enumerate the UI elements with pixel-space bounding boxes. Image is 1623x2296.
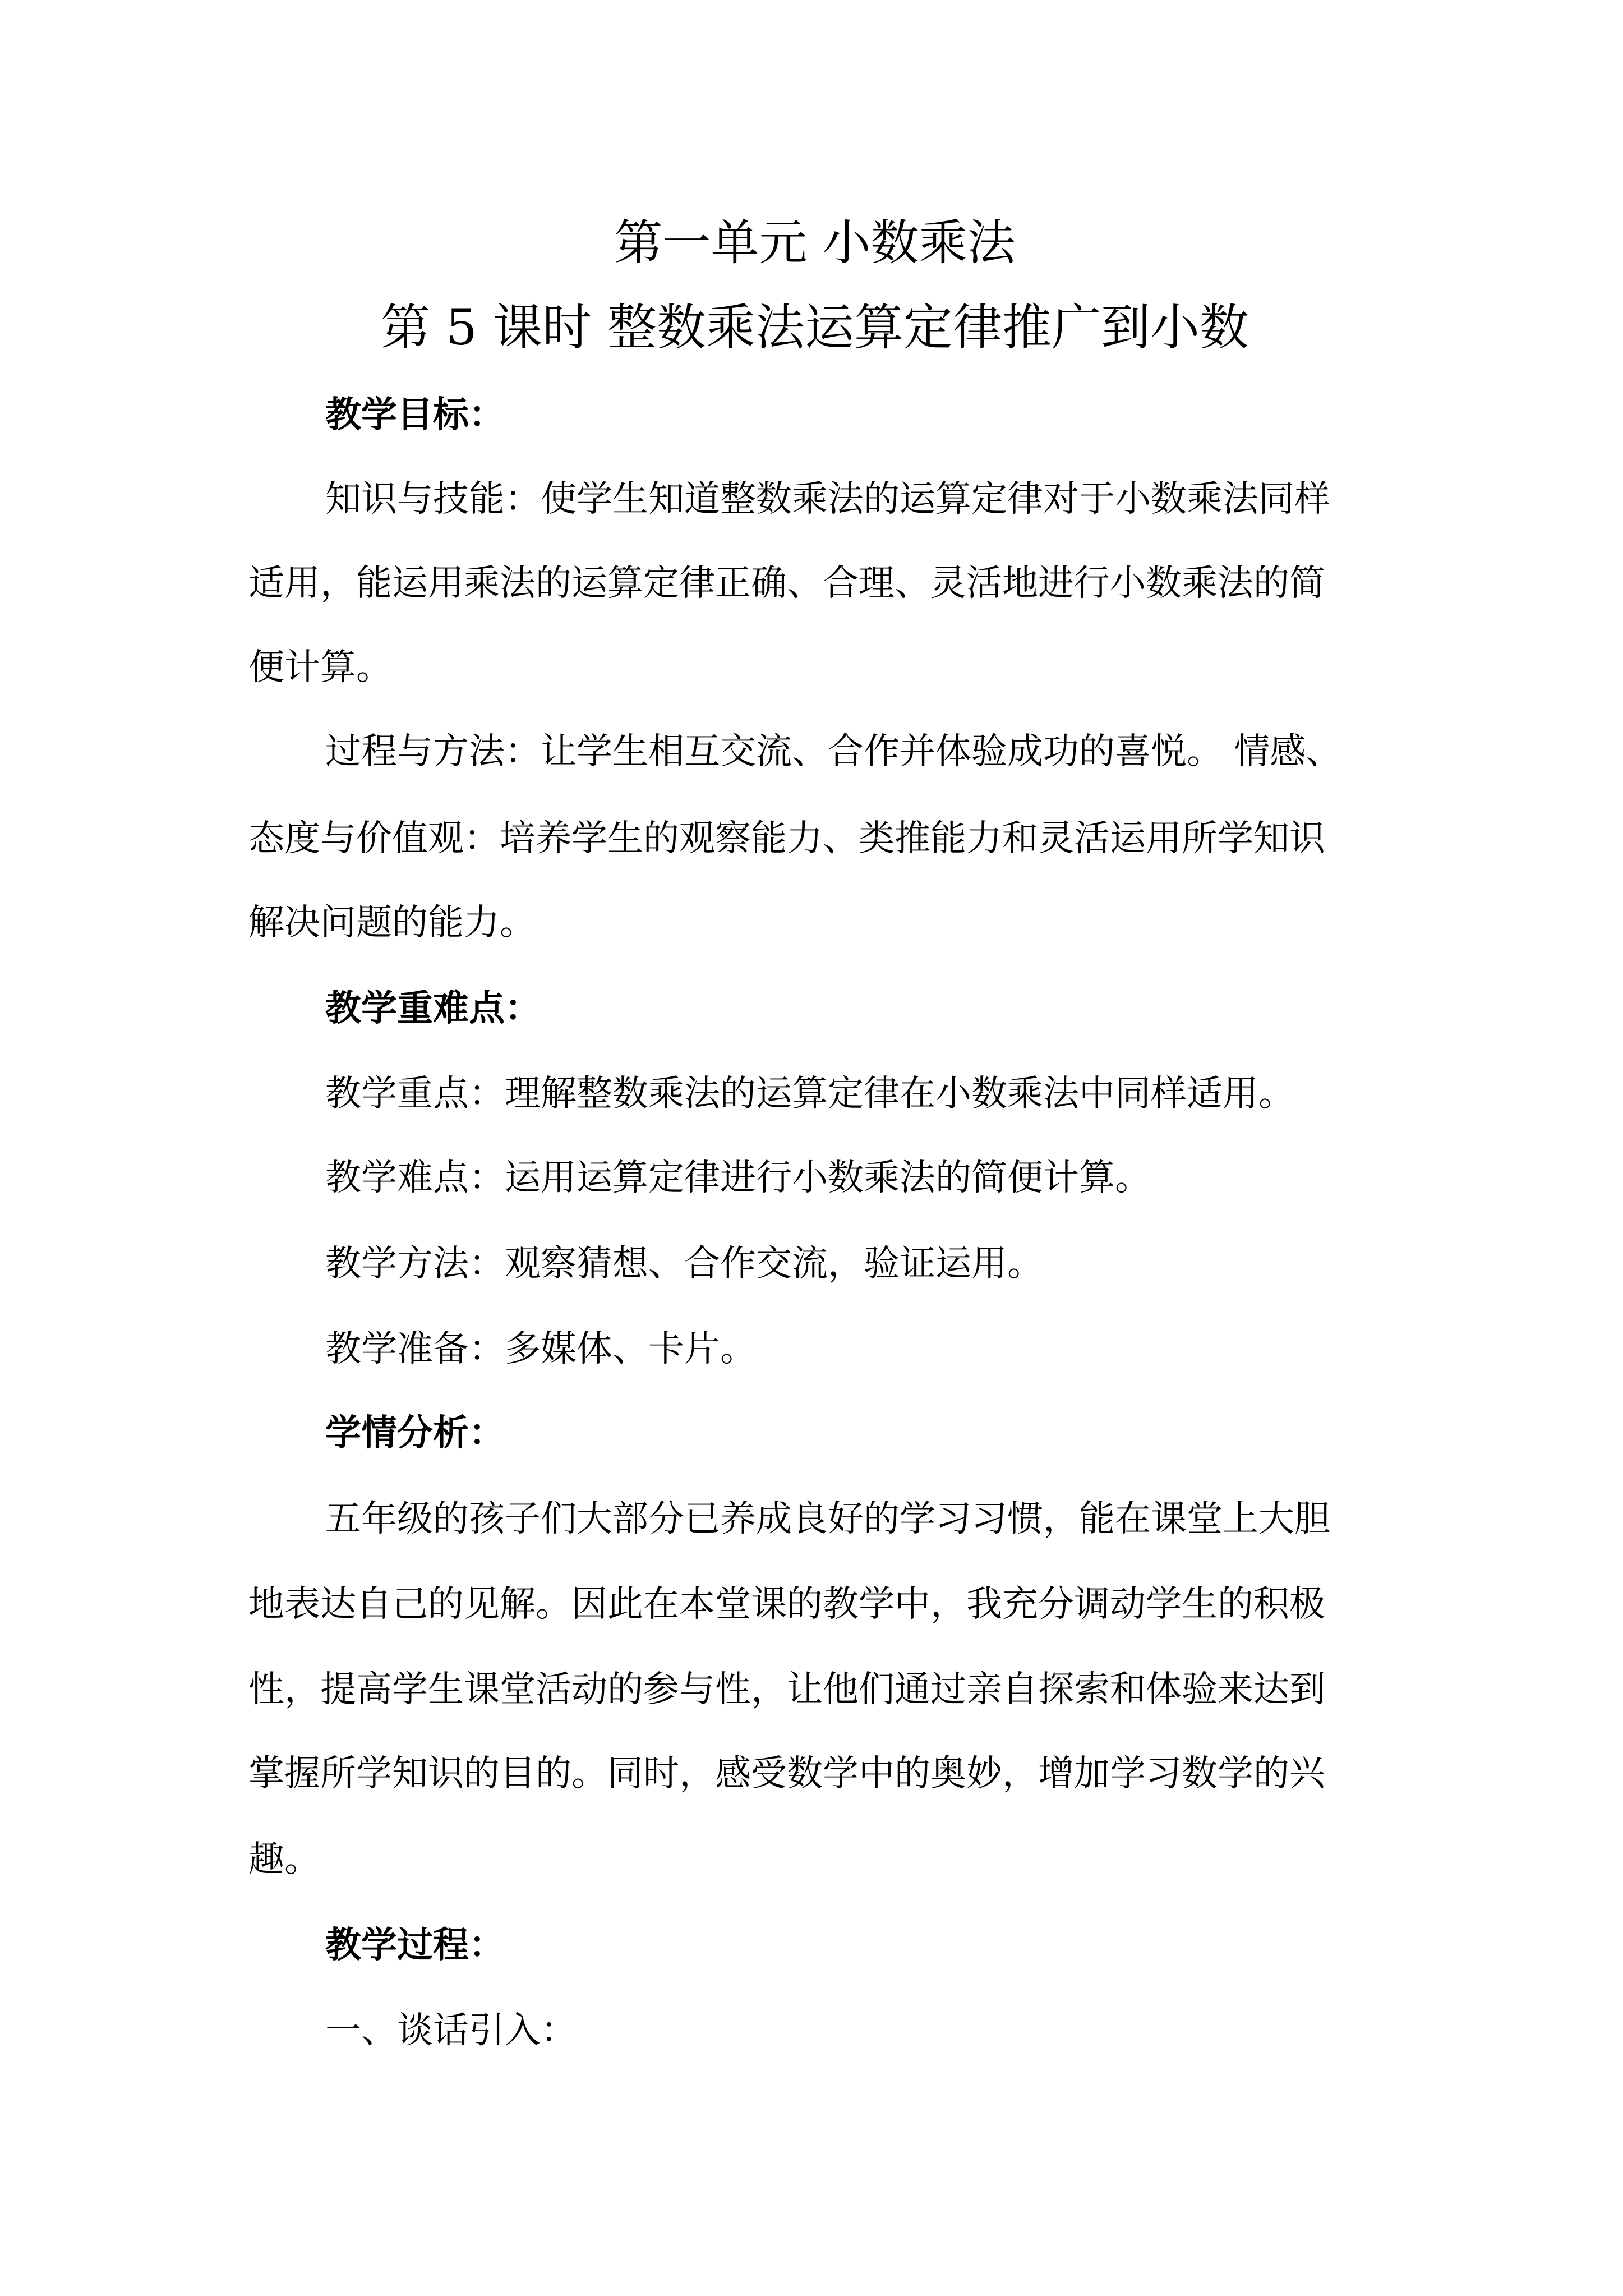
- paragraph-line: 趣。: [248, 1839, 320, 1880]
- analysis-heading: 学情分析：: [325, 1412, 505, 1454]
- key-points-heading: 教学重难点：: [325, 987, 541, 1029]
- key-point-line: 教学重点：理解整数乘法的运算定律在小数乘法中同样适用。: [325, 1073, 1294, 1115]
- paragraph-line: 掌握所学知识的目的。同时，感受数学中的奥妙，增加学习数学的兴: [248, 1753, 1325, 1795]
- intro-line: 一、谈话引入：: [325, 2010, 577, 2051]
- paragraph-line: 适用，能运用乘法的运算定律正确、合理、灵活地进行小数乘法的简: [248, 563, 1325, 604]
- paragraph-line: 过程与方法：让学生相互交流、合作并体验成功的喜悦。 情感、: [325, 731, 1342, 772]
- paragraph-line: 五年级的孩子们大部分已养成良好的学习习惯，能在课堂上大胆: [325, 1498, 1330, 1540]
- paragraph-line: 解决问题的能力。: [248, 902, 536, 944]
- objectives-heading: 教学目标：: [325, 394, 505, 436]
- paragraph-line: 知识与技能：使学生知道整数乘法的运算定律对于小数乘法同样: [325, 478, 1330, 520]
- unit-title: 第一单元 小数乘法: [614, 215, 1016, 271]
- preparation-line: 教学准备：多媒体、卡片。: [325, 1328, 756, 1370]
- paragraph-line: 态度与价值观：培养学生的观察能力、类推能力和灵活运用所学知识: [248, 818, 1325, 859]
- paragraph-line: 便计算。: [248, 647, 392, 688]
- paragraph-line: 性，提高学生课堂活动的参与性，让他们通过亲自探索和体验来达到: [248, 1669, 1325, 1710]
- paragraph-line: 地表达自己的见解。因此在本堂课的教学中，我充分调动学生的积极: [248, 1584, 1325, 1625]
- difficult-point-line: 教学难点：运用运算定律进行小数乘法的简便计算。: [325, 1157, 1151, 1199]
- method-line: 教学方法：观察猜想、合作交流，验证运用。: [325, 1243, 1043, 1285]
- lesson-title: 第 5 课时 整数乘法运算定律推广到小数: [381, 298, 1249, 356]
- process-heading: 教学过程：: [325, 1924, 505, 1966]
